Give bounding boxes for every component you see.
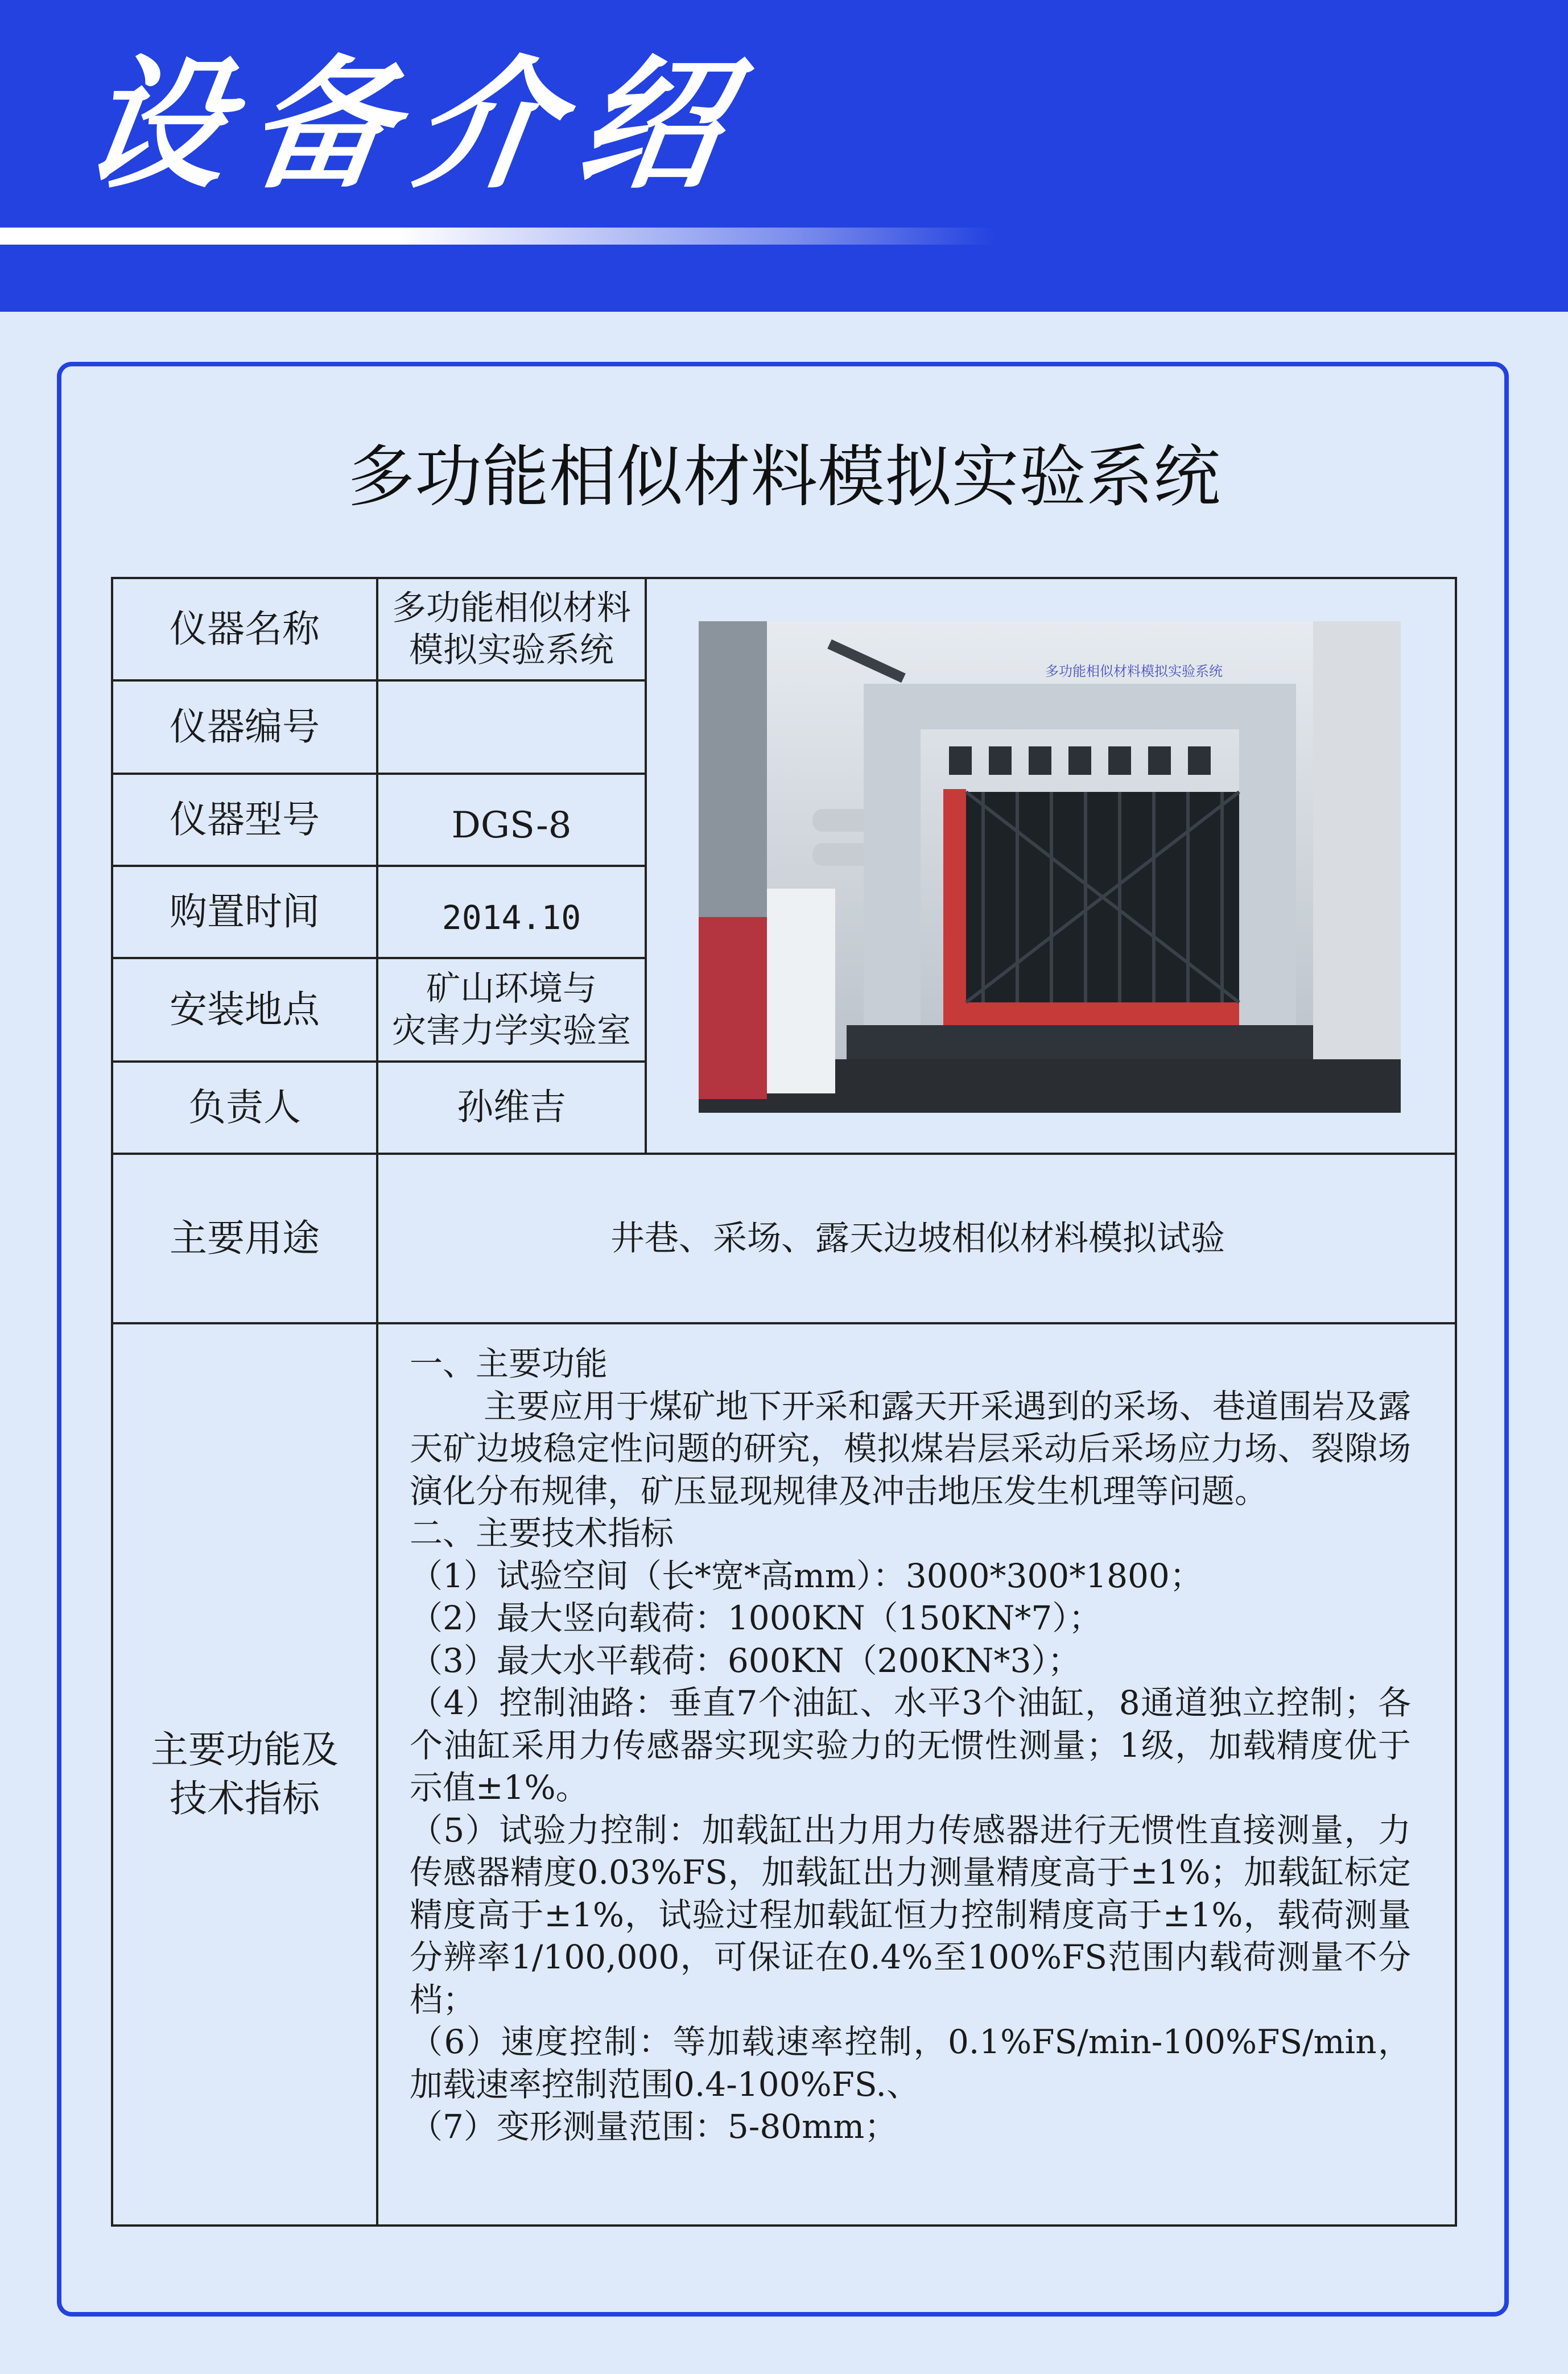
table-vline: [645, 579, 647, 1155]
label-functions-specs: 主要功能及 技术指标: [151, 1728, 339, 1820]
value-instrument-number: [378, 682, 645, 773]
specs-item: （2）最大竖向载荷：1000KN（150KN*7）；: [410, 1599, 1102, 1637]
equipment-photo: [699, 621, 1401, 1113]
label-purchase-date: 购置时间: [170, 890, 320, 934]
equipment-photo-illustration: [699, 621, 1401, 1113]
specs-text: [410, 1343, 1411, 2148]
specs-functions-paragraph: 主要应用于煤矿地下开采和露天开采遇到的采场、巷道围岩及露天矿边坡稳定性问题的研究，模拟煤岩层采动后采场应力场、裂隙场演化分布规律，矿压显现规律及冲击地压发生机理等问题。: [410, 1386, 1411, 1510]
document-title: 多功能相似材料模拟实验系统: [347, 437, 1220, 516]
specs-item: （4）控制油路：垂直7个油缸、水平3个油缸，8通道独立控制；各个油缸采用力传感器实现实验力的无惯性测量；1级，加载精度优于示值±1%。: [410, 1683, 1411, 1807]
specs-item: （3）最大水平载荷：600KN（200KN*3）；: [410, 1641, 1081, 1680]
specs-heading-functions: 一、主要功能: [410, 1344, 608, 1383]
specs-item: （6）速度控制：等加载速率控制，0.1%FS/min-100%FS/min，加载速率控制范围0.4-100%FS.、: [410, 2022, 1411, 2104]
label-main-usage: 主要用途: [170, 1216, 320, 1260]
label-instrument-number: 仪器编号: [170, 705, 320, 749]
specs-item: （1）试验空间（长*宽*高mm）：3000*300*1800；: [410, 1556, 1203, 1595]
label-person-in-charge: 负责人: [188, 1085, 301, 1129]
value-instrument-name: 多功能相似材料 模拟实验系统: [392, 588, 631, 670]
value-install-location: 矿山环境与 灾害力学实验室: [392, 969, 631, 1051]
label-instrument-model: 仪器型号: [170, 798, 320, 841]
value-main-usage: 井巷、采场、露天边坡相似材料模拟试验: [610, 1219, 1225, 1258]
specs-heading-indicators: 二、主要技术指标: [410, 1514, 674, 1553]
value-purchase-date: 2014.10: [441, 898, 581, 937]
banner-title: 设备介绍: [73, 42, 757, 208]
photo-sign-text: 多功能相似材料模拟实验系统: [1045, 663, 1223, 679]
label-instrument-name: 仪器名称: [170, 607, 320, 651]
specs-item: （7）变形测量范围：5-80mm；: [410, 2107, 898, 2146]
specs-item: （5）试验力控制：加载缸出力用力传感器进行无惯性直接测量，力传感器精度0.03%FS，加载缸出力测量精度高于±1%；加载缸标定精度高于±1%，试验过程加载缸恒力控制精度高于±1%，载荷测量分辨率1/100,000，可保证在0.4%至100%FS范围内载荷测量不分档；: [410, 1810, 1411, 2019]
banner-stripe: [0, 228, 996, 245]
label-install-location: 安装地点: [170, 988, 320, 1031]
value-instrument-model: DGS-8: [451, 804, 572, 847]
header-banner: [0, 0, 1568, 312]
value-person-in-charge: 孙维吉: [457, 1087, 566, 1129]
